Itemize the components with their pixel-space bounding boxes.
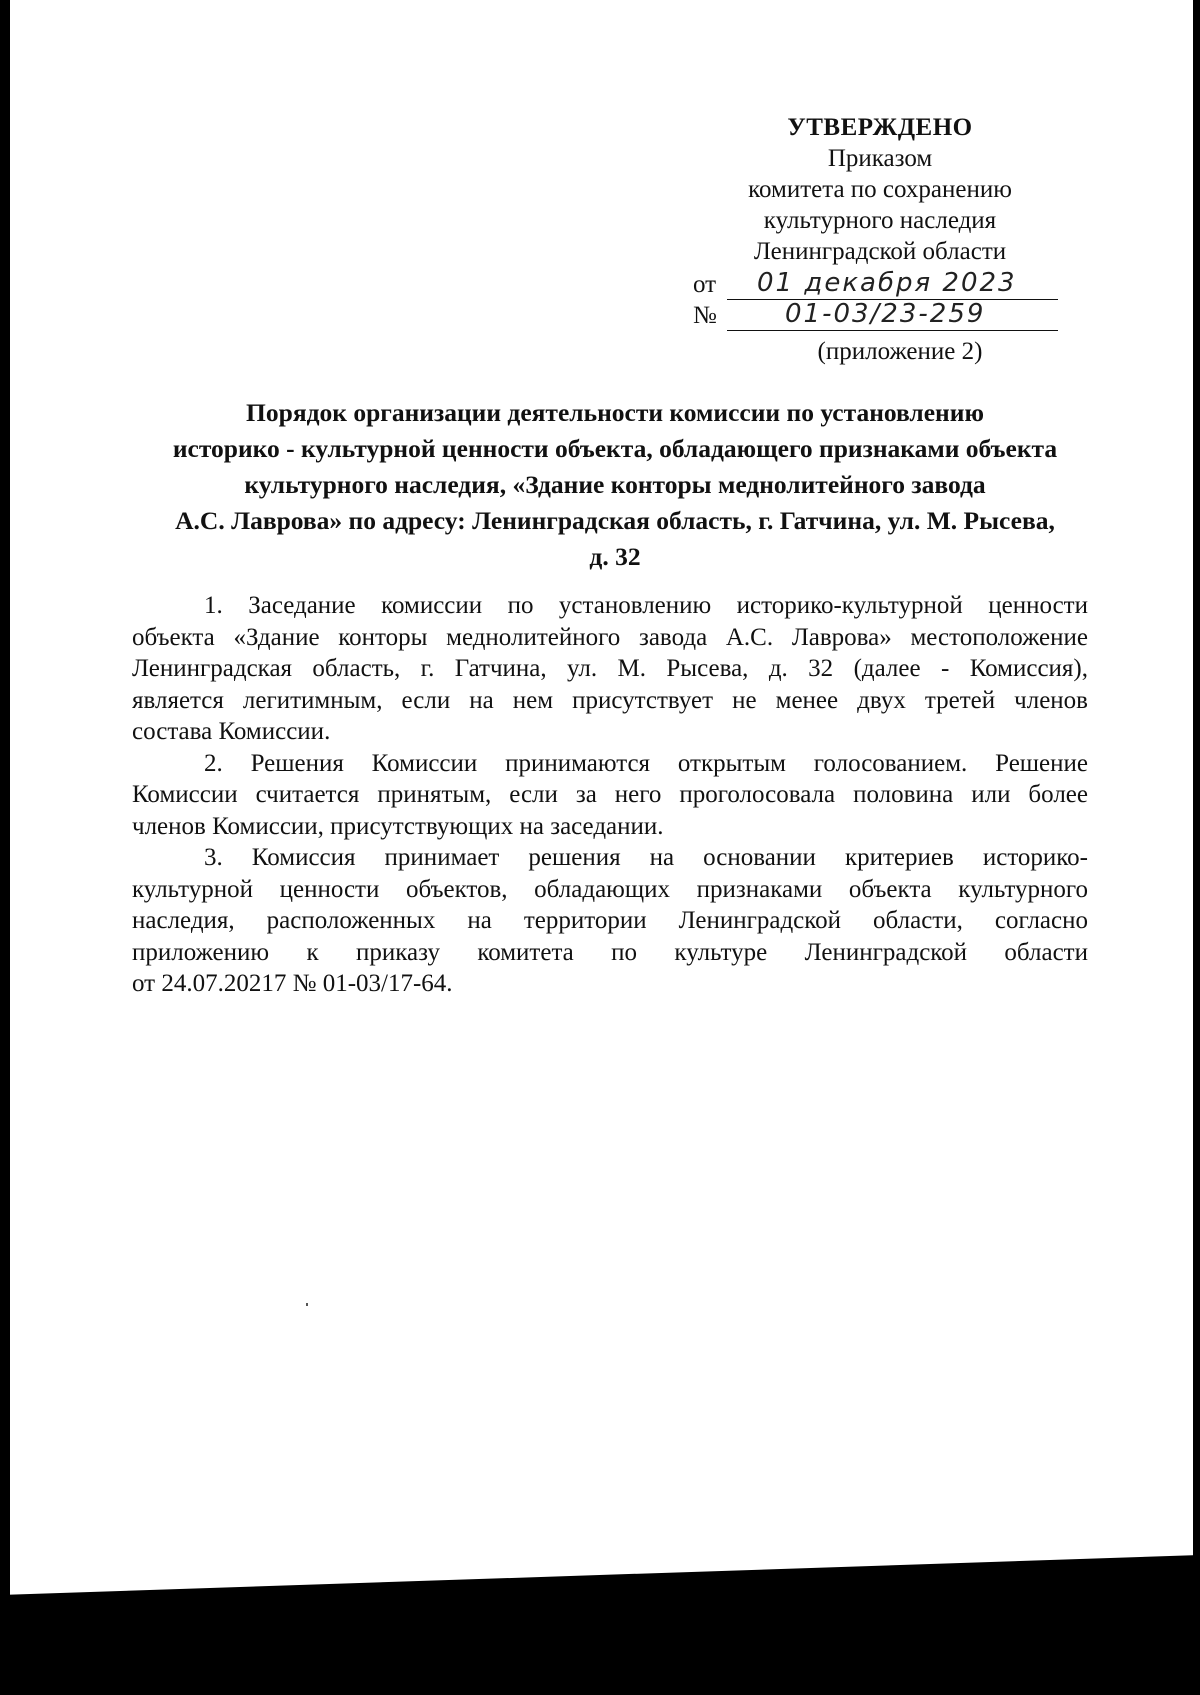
- approval-line-3: культурного наследия: [763, 207, 997, 234]
- approval-line-4: Ленинградской области: [753, 238, 1007, 265]
- scan-edge-right: [1193, 0, 1200, 1695]
- paragraph-3: [132, 842, 1088, 1000]
- title-line-1: Порядок организации деятельности комиссии по установлению: [246, 398, 984, 427]
- order-date-handwritten: 01 декабря 2023: [757, 268, 1017, 298]
- order-date-label: от: [693, 271, 717, 298]
- paragraph-2-line-1: 2. Решения Комиссии принимаются открытым голосованием. Решение: [204, 749, 1088, 777]
- order-number-handwritten: 01-03/23-259: [785, 299, 986, 329]
- title-line-3: культурного наследия, «Здание конторы меднолитейного завода: [244, 470, 986, 499]
- paragraph-3-line-3: наследия, расположенных на территории Ленинградской области, согласно: [132, 907, 1088, 934]
- title-line-4: А.С. Лаврова» по адресу: Ленинградская область, г. Гатчина, ул. М. Рысева,: [175, 506, 1055, 535]
- paragraph-1-line-4: является легитимным, если на нем присутствует не менее двух третей членов: [132, 686, 1088, 714]
- title-line-5: д. 32: [589, 542, 641, 571]
- paragraph-3-line-1: 3. Комиссия принимает решения на основании критериев историко-: [204, 844, 1088, 871]
- paragraph-1: [132, 590, 1088, 748]
- paragraph-2: [132, 748, 1088, 843]
- order-number-underline: [727, 330, 1058, 331]
- annex-label: (приложение 2): [817, 338, 983, 365]
- scan-edge-left: [0, 0, 10, 1695]
- approval-line-2: комитета по сохранению: [748, 176, 1012, 203]
- scan-edge-bottom: [0, 1555, 1200, 1695]
- paragraph-3-line-5: от 24.07.20217 № 01-03/17-64.: [132, 970, 453, 997]
- approved-heading: УТВЕРЖДЕНО: [787, 114, 973, 141]
- order-number-label: №: [693, 302, 717, 329]
- paragraph-1-line-5: состава Комиссии.: [132, 718, 331, 745]
- title-line-2: историко - культурной ценности объекта, обладающего признаками объекта: [172, 434, 1058, 463]
- approval-line-1: Приказом: [827, 145, 933, 172]
- order-number-field: [693, 299, 1058, 333]
- scan-speck: [306, 1303, 308, 1306]
- approval-block: [680, 112, 1080, 267]
- paragraph-2-line-2: Комиссии считается принятым, если за него проголосовала половина или более: [132, 781, 1088, 808]
- paragraph-2-line-3: членов Комиссии, присутствующих на заседании.: [132, 812, 664, 840]
- document-body: [132, 590, 1088, 1000]
- document-title: [110, 395, 1120, 575]
- paragraph-3-line-2: культурной ценности объектов, обладающих признаками объекта культурного: [132, 875, 1088, 903]
- paragraph-1-line-3: Ленинградская область, г. Гатчина, ул. М. Рысева, д. 32 (далее - Комиссия),: [132, 655, 1088, 682]
- paragraph-1-line-1: 1. Заседание комиссии по установлению историко-культурной ценности: [204, 592, 1088, 619]
- order-date-field: [693, 268, 1058, 302]
- paragraph-1-line-2: объекта «Здание конторы меднолитейного завода А.С. Лаврова» местоположение: [132, 623, 1088, 651]
- paragraph-3-line-4: приложению к приказу комитета по культуре Ленинградской области: [132, 938, 1088, 966]
